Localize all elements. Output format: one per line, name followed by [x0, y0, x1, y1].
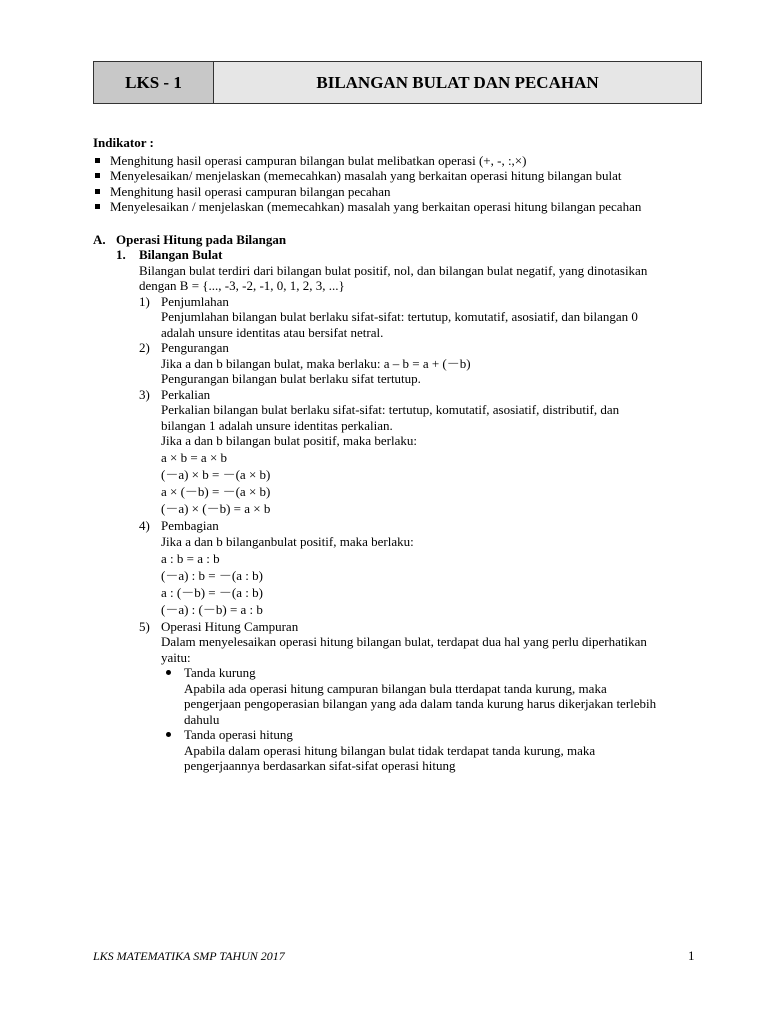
- subsection-1-heading: 1. Bilangan Bulat: [116, 247, 223, 262]
- formula-line: (－a) : (－b) = a : b: [161, 601, 263, 617]
- operation-title: 2) Pengurangan: [139, 340, 229, 355]
- operation-title: 5) Operasi Hitung Campuran: [139, 618, 299, 634]
- intro-line: dengan B = {..., -3, -2, -1, 0, 1, 2, 3, ...}: [139, 278, 345, 293]
- section-a-heading: A. Operasi Hitung pada Bilangan: [93, 231, 287, 247]
- bullet-item-title: Tanda operasi hitung: [93, 727, 705, 743]
- bullet-line: Apabila ada operasi hitung campuran bilangan bula tterdapat tanda kurung, maka: [184, 680, 607, 696]
- bullet-line: Apabila dalam operasi hitung bilangan bulat tidak terdapat tanda kurung, maka: [184, 742, 596, 758]
- square-bullet-icon: [95, 189, 100, 194]
- operation-line: bilangan 1 adalah unsure identitas perkalian.: [161, 417, 393, 433]
- operation-line: Jika a dan b bilangan bulat positif, maka berlaku:: [161, 433, 417, 448]
- operation-line: Perkalian bilangan bulat berlaku sifat-sifat: tertutup, komutatif, asosiatif, distributif, dan: [161, 402, 620, 417]
- operation-line: Dalam menyelesaikan operasi hitung bilangan bulat, terdapat dua hal yang perlu diperhatikan: [161, 634, 647, 649]
- intro-line: Bilangan bulat terdiri dari bilangan bulat positif, nol, dan bilangan bulat negatif, yang dinotasikan: [139, 262, 648, 278]
- document-body: [93, 135, 705, 774]
- round-bullet-icon: [166, 670, 171, 675]
- bullet-item-title: Tanda kurung: [93, 665, 705, 681]
- operation-line: Penjumlahan bilangan bulat berlaku sifat-sifat: tertutup, komutatif, asosiatif, dan bilangan 0: [161, 309, 638, 324]
- operation-line: Jika a dan b bilanganbulat positif, maka berlaku:: [161, 533, 414, 549]
- page-number: 1: [688, 948, 695, 963]
- operations-list: [93, 294, 705, 618]
- round-bullet-icon: [166, 732, 171, 737]
- formula-line: a : (－b) = －(a : b): [161, 584, 263, 600]
- square-bullet-icon: [95, 204, 100, 209]
- indikator-item: Menyelesaikan / menjelaskan (memecahkan) masalah yang berkaitan operasi hitung bilangan pecahan: [93, 199, 705, 215]
- lks-code: LKS - 1: [94, 62, 214, 103]
- operation-title: 1) Penjumlahan: [139, 293, 229, 309]
- bullet-line: pengerjaan pengoperasian bilangan yang ada dalam tanda kurung harus dikerjakan terlebih: [184, 696, 657, 711]
- operation-line: yaitu:: [161, 649, 191, 665]
- square-bullet-icon: [95, 173, 100, 178]
- operation-title: 3) Perkalian: [139, 386, 211, 402]
- operation-line: Pengurangan bilangan bulat berlaku sifat tertutup.: [161, 371, 421, 386]
- indikator-item: Menyelesaikan/ menjelaskan (memecahkan) masalah yang berkaitan operasi hitung bilangan bulat: [93, 168, 705, 184]
- formula-line: a : b = a : b: [161, 550, 220, 566]
- indikator-item: Menghitung hasil operasi campuran bilangan pecahan: [93, 184, 705, 200]
- square-bullet-icon: [95, 158, 100, 163]
- formula-line: a × (－b) = －(a × b): [161, 484, 271, 499]
- indikator-title: Indikator :: [93, 135, 154, 150]
- indikator-list: [93, 153, 705, 215]
- formula-line: (－a) × (－b) = a × b: [161, 501, 271, 516]
- footer-label: LKS MATEMATIKA SMP TAHUN 2017: [93, 949, 285, 963]
- formula-line: a × b = a × b: [161, 450, 228, 465]
- operation-line: adalah unsure identitas atau bersifat netral.: [161, 324, 384, 340]
- operation-title: 4) Pembagian: [139, 518, 219, 533]
- bullet-line: pengerjaannya berdasarkan sifat-sifat operasi hitung: [184, 758, 456, 773]
- formula-line: (－a) × b = －(a × b): [161, 467, 271, 482]
- lks-title: BILANGAN BULAT DAN PECAHAN: [214, 62, 701, 103]
- lks-header: [93, 61, 702, 104]
- indikator-item: Menghitung hasil operasi campuran bilangan bulat melibatkan operasi (+, -, :,×): [93, 153, 705, 169]
- formula-line: (－a) : b = －(a : b): [161, 567, 263, 583]
- bullet-line: dahulu: [184, 711, 220, 727]
- operation-line: Jika a dan b bilangan bulat, maka berlaku: a – b = a + (－b): [161, 355, 471, 371]
